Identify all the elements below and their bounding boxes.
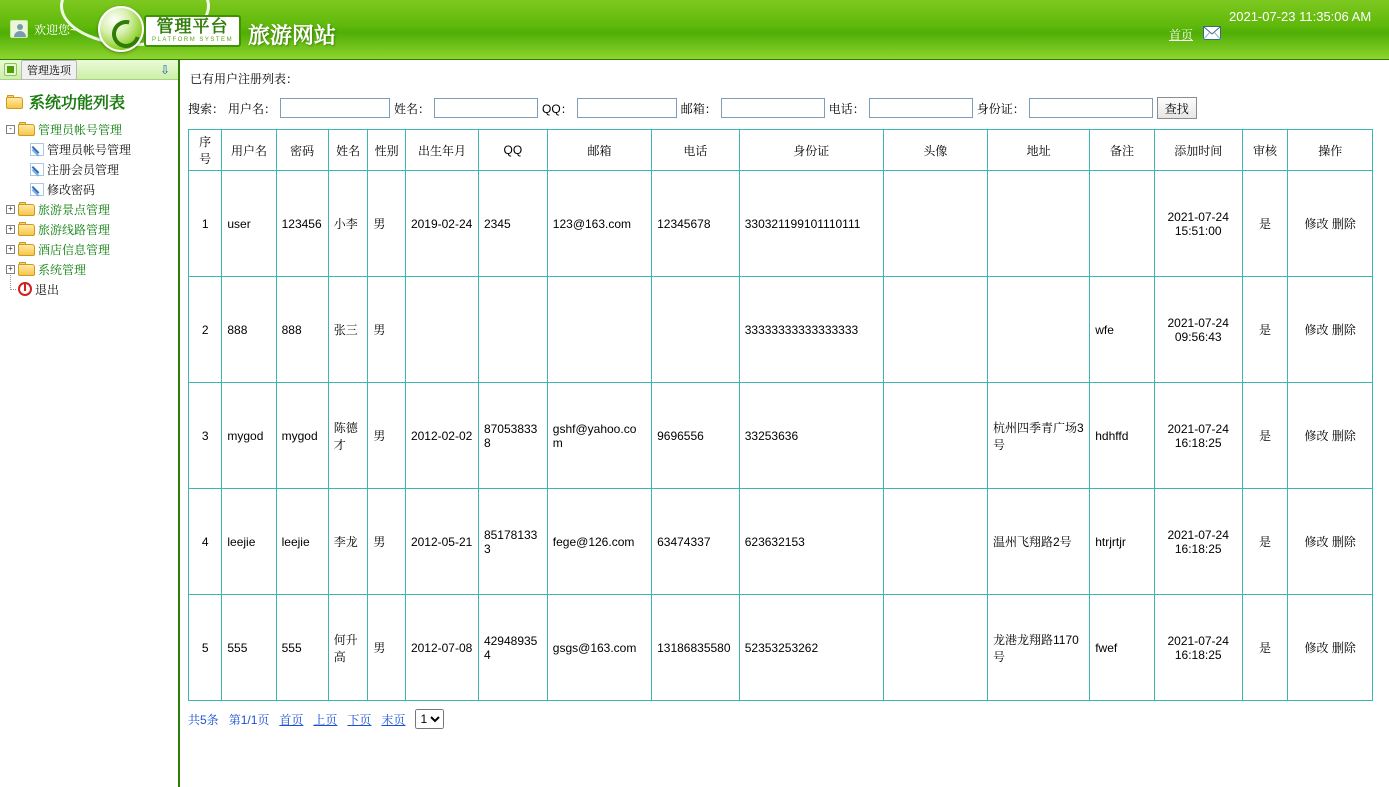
cell-password: 888	[276, 277, 328, 383]
cell-remark	[1090, 171, 1155, 277]
search-bar	[188, 97, 1379, 119]
pagination-prev[interactable]: 上页	[313, 712, 338, 727]
cell-qq: 429489354	[478, 595, 547, 701]
mail-icon[interactable]	[1203, 26, 1221, 40]
cell-operation	[1288, 277, 1373, 383]
brand-logo-icon	[98, 6, 144, 52]
cell-avatar	[883, 171, 987, 277]
cell-operation	[1288, 595, 1373, 701]
cell-address: 龙港龙翔路1170号	[988, 595, 1090, 701]
welcome-text: 欢迎您~	[34, 22, 78, 37]
cell-gender: 男	[368, 383, 406, 489]
search-button[interactable]: 查找	[1157, 97, 1197, 119]
sidebar-item-label: 修改密码	[47, 182, 96, 197]
edit-link[interactable]: 修改	[1304, 535, 1329, 549]
col-qq: QQ	[478, 130, 547, 171]
sidebar-item-attraction-management[interactable]	[6, 199, 178, 219]
search-realname-input[interactable]	[434, 98, 538, 118]
tree-collapse-icon[interactable]: -	[6, 125, 15, 134]
cell-phone: 12345678	[652, 171, 740, 277]
table-header-row	[189, 130, 1373, 171]
cell-password: 555	[276, 595, 328, 701]
pencil-icon	[30, 183, 44, 196]
cell-avatar	[883, 595, 987, 701]
cell-password: mygod	[276, 383, 328, 489]
sidebar	[0, 60, 180, 787]
col-idcard: 身份证	[739, 130, 883, 171]
search-phone-label: 电话：	[828, 101, 865, 116]
pagination-current: 第1/1页	[228, 712, 270, 727]
cell-idcard: 33333333333333333	[739, 277, 883, 383]
delete-link[interactable]: 删除	[1331, 535, 1356, 549]
search-prefix-label: 搜索：	[188, 101, 225, 116]
sidebar-toolbar	[0, 60, 178, 80]
cell-phone	[652, 277, 740, 383]
pagination-total: 共5条	[188, 712, 219, 727]
edit-link[interactable]: 修改	[1304, 641, 1329, 655]
user-list-table	[188, 129, 1373, 701]
folder-icon	[18, 222, 35, 236]
cell-birth: 2019-02-24	[405, 171, 478, 277]
header-datetime: 2021-07-23 11:35:06 AM	[1229, 9, 1372, 24]
col-password: 密码	[276, 130, 328, 171]
search-username-label: 用户名：	[228, 101, 277, 116]
cell-remark: htrjrtjr	[1090, 489, 1155, 595]
col-added-time: 添加时间	[1154, 130, 1242, 171]
cell-no: 3	[189, 383, 222, 489]
sidebar-tree	[0, 119, 178, 299]
cell-address	[988, 171, 1090, 277]
table-row	[189, 171, 1373, 277]
pagination	[188, 709, 1379, 729]
cell-password: leejie	[276, 489, 328, 595]
search-realname-label: 姓名：	[394, 101, 431, 116]
cell-added-time: 2021-07-24 16:18:25	[1154, 489, 1242, 595]
col-gender: 性别	[368, 130, 406, 171]
main-content	[180, 60, 1389, 787]
sidebar-item-member-management[interactable]	[6, 159, 178, 179]
cell-gender: 男	[368, 277, 406, 383]
col-operation: 操作	[1288, 130, 1373, 171]
col-remark: 备注	[1090, 130, 1155, 171]
col-no: 序号	[189, 130, 222, 171]
cell-email: fege@126.com	[547, 489, 651, 595]
search-email-input[interactable]	[721, 98, 825, 118]
cell-qq	[478, 277, 547, 383]
col-address: 地址	[988, 130, 1090, 171]
tree-expand-icon[interactable]: +	[6, 245, 15, 254]
brand-logo-en: PLATFORM SYSTEM	[152, 37, 234, 43]
sidebar-item-hotel-management[interactable]	[6, 239, 178, 259]
tree-expand-icon[interactable]: +	[6, 225, 15, 234]
col-avatar: 头像	[883, 130, 987, 171]
edit-link[interactable]: 修改	[1304, 323, 1329, 337]
sidebar-item-label: 管理员帐号管理	[47, 142, 132, 157]
col-username: 用户名	[222, 130, 276, 171]
cell-username: user	[222, 171, 276, 277]
cell-email: 123@163.com	[547, 171, 651, 277]
delete-link[interactable]: 删除	[1331, 429, 1356, 443]
search-qq-label: QQ：	[542, 101, 573, 116]
cell-name: 李龙	[328, 489, 368, 595]
cell-remark: fwef	[1090, 595, 1155, 701]
cell-gender: 男	[368, 171, 406, 277]
folder-icon	[18, 262, 35, 276]
cell-username: mygod	[222, 383, 276, 489]
cell-email: gsgs@163.com	[547, 595, 651, 701]
cell-birth: 2012-05-21	[405, 489, 478, 595]
search-idcard-input[interactable]	[1029, 98, 1153, 118]
sidebar-item-admin-account[interactable]	[6, 139, 178, 159]
sidebar-item-label: 注册会员管理	[47, 162, 120, 177]
pagination-next[interactable]: 下页	[347, 712, 372, 727]
cell-added-time: 2021-07-24 16:18:25	[1154, 595, 1242, 701]
folder-icon	[18, 122, 35, 136]
sidebar-item-label: 管理员帐号管理	[38, 122, 123, 137]
cell-name: 何升高	[328, 595, 368, 701]
sidebar-item-admin-account-group[interactable]	[6, 119, 178, 139]
sidebar-title-label: 系统功能列表	[29, 95, 126, 112]
col-audited: 审核	[1242, 130, 1288, 171]
pencil-icon	[30, 143, 44, 156]
folder-icon	[18, 242, 35, 256]
welcome-area	[10, 20, 77, 38]
cell-address	[988, 277, 1090, 383]
sidebar-item-route-management[interactable]	[6, 219, 178, 239]
folder-icon	[6, 95, 23, 109]
search-phone-input[interactable]	[869, 98, 973, 118]
cell-no: 2	[189, 277, 222, 383]
cell-no: 5	[189, 595, 222, 701]
cell-qq: 851781333	[478, 489, 547, 595]
cell-remark: hdhffd	[1090, 383, 1155, 489]
search-username-input[interactable]	[280, 98, 390, 118]
sidebar-item-system-management[interactable]	[6, 259, 178, 279]
pagination-first[interactable]: 首页	[279, 712, 304, 727]
cell-username: leejie	[222, 489, 276, 595]
exit-icon	[18, 282, 32, 296]
cell-name: 小李	[328, 171, 368, 277]
cell-email	[547, 277, 651, 383]
cell-operation	[1288, 489, 1373, 595]
cell-idcard: 52353253262	[739, 595, 883, 701]
cell-audited: 是	[1242, 277, 1288, 383]
cell-username: 555	[222, 595, 276, 701]
cell-audited: 是	[1242, 171, 1288, 277]
sidebar-title	[0, 80, 178, 119]
cell-birth: 2012-02-02	[405, 383, 478, 489]
cell-added-time: 2021-07-24 09:56:43	[1154, 277, 1242, 383]
search-idcard-label: 身份证：	[976, 101, 1025, 116]
sidebar-item-label: 旅游线路管理	[38, 222, 111, 237]
cell-idcard: 330321199101110111	[739, 171, 883, 277]
tree-expand-icon[interactable]: +	[6, 265, 15, 274]
sidebar-item-label: 退出	[35, 282, 60, 297]
table-row	[189, 595, 1373, 701]
cell-operation	[1288, 383, 1373, 489]
cell-audited: 是	[1242, 595, 1288, 701]
cell-phone: 63474337	[652, 489, 740, 595]
col-name: 姓名	[328, 130, 368, 171]
brand-logo-cn: 管理平台	[156, 17, 229, 36]
cell-birth: 2012-07-08	[405, 595, 478, 701]
pencil-icon	[30, 163, 44, 176]
cell-name: 陈德才	[328, 383, 368, 489]
search-qq-input[interactable]	[577, 98, 677, 118]
table-row	[189, 383, 1373, 489]
cell-gender: 男	[368, 595, 406, 701]
page-title: 已有用户注册列表：	[190, 72, 299, 86]
tree-line-decoration	[6, 285, 15, 294]
folder-icon	[18, 202, 35, 216]
cell-qq: 2345	[478, 171, 547, 277]
app-header	[0, 0, 1389, 60]
panel-icon	[4, 63, 17, 76]
site-title: 旅游网站	[248, 23, 337, 48]
cell-added-time: 2021-07-24 16:18:25	[1154, 383, 1242, 489]
cell-avatar	[883, 383, 987, 489]
cell-remark: wfe	[1090, 277, 1155, 383]
cell-added-time: 2021-07-24 15:51:00	[1154, 171, 1242, 277]
sidebar-item-label: 系统管理	[38, 262, 87, 277]
cell-audited: 是	[1242, 383, 1288, 489]
cell-gender: 男	[368, 489, 406, 595]
cell-phone: 9696556	[652, 383, 740, 489]
cell-phone: 13186835580	[652, 595, 740, 701]
body-wrapper	[0, 60, 1389, 787]
search-email-label: 邮箱：	[680, 101, 717, 116]
user-icon	[10, 20, 28, 38]
cell-avatar	[883, 277, 987, 383]
down-arrow-icon[interactable]: ⇩	[159, 62, 170, 77]
cell-qq: 870538338	[478, 383, 547, 489]
sidebar-panel-label[interactable]: 管理选项	[21, 60, 77, 80]
delete-link[interactable]: 删除	[1331, 323, 1356, 337]
delete-link[interactable]: 删除	[1331, 217, 1356, 231]
cell-no: 4	[189, 489, 222, 595]
cell-idcard: 33253636	[739, 383, 883, 489]
cell-operation	[1288, 171, 1373, 277]
cell-name: 张三	[328, 277, 368, 383]
cell-birth	[405, 277, 478, 383]
table-row	[189, 277, 1373, 383]
cell-username: 888	[222, 277, 276, 383]
cell-email: gshf@yahoo.com	[547, 383, 651, 489]
cell-idcard: 623632153	[739, 489, 883, 595]
col-email: 邮箱	[547, 130, 651, 171]
delete-link[interactable]: 删除	[1331, 641, 1356, 655]
edit-link[interactable]: 修改	[1304, 429, 1329, 443]
tree-expand-icon[interactable]: +	[6, 205, 15, 214]
sidebar-item-label: 酒店信息管理	[38, 242, 111, 257]
brand-logo-plate	[144, 15, 241, 47]
header-home-link[interactable]: 首页	[1168, 28, 1193, 42]
pagination-page-select[interactable]	[415, 709, 444, 729]
cell-password: 123456	[276, 171, 328, 277]
sidebar-item-change-password[interactable]	[6, 179, 178, 199]
col-phone: 电话	[652, 130, 740, 171]
cell-no: 1	[189, 171, 222, 277]
cell-address: 杭州四季青广场3号	[988, 383, 1090, 489]
cell-audited: 是	[1242, 489, 1288, 595]
sidebar-item-logout[interactable]	[6, 279, 178, 299]
pagination-last[interactable]: 末页	[381, 712, 406, 727]
cell-address: 温州飞翔路2号	[988, 489, 1090, 595]
col-birth: 出生年月	[405, 130, 478, 171]
edit-link[interactable]: 修改	[1304, 217, 1329, 231]
table-row	[189, 489, 1373, 595]
sidebar-item-label: 旅游景点管理	[38, 202, 111, 217]
cell-avatar	[883, 489, 987, 595]
